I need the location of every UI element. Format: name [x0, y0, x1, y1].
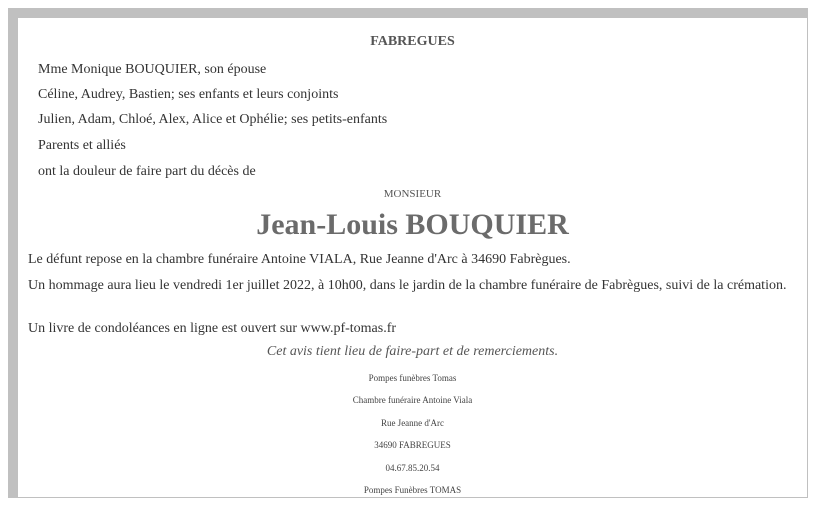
paragraph-condolences: Un livre de condoléances en ligne est ouvert sur www.pf-tomas.fr	[28, 321, 397, 336]
family-line-announcement: ont la douleur de faire part du décès de	[38, 164, 256, 179]
footer-company: Pompes funèbres Tomas	[368, 373, 457, 383]
deceased-name: Jean-Louis BOUQUIER	[256, 208, 569, 241]
family-line-grandchildren: Julien, Adam, Chloé, Alex, Alice et Ophélie; ses petits-enfants	[38, 112, 388, 127]
footer-signature: Pompes Funèbres TOMAS	[363, 485, 462, 495]
family-line-relatives: Parents et alliés	[38, 138, 126, 153]
paragraph-rest-place: Le défunt repose en la chambre funéraire Antoine VIALA, Rue Jeanne d'Arc à 34690 Fabrègues.	[28, 252, 571, 267]
town-heading: FABREGUES	[370, 34, 455, 49]
footer-funeral-home: Chambre funéraire Antoine Viala	[352, 395, 473, 405]
closing-note: Cet avis tient lieu de faire-part et de remerciements.	[266, 344, 559, 359]
family-line-children: Céline, Audrey, Bastien; ses enfants et leurs conjoints	[38, 87, 339, 102]
family-line-spouse: Mme Monique BOUQUIER, son épouse	[38, 62, 267, 77]
footer-city: 34690 FABREGUES	[374, 440, 451, 450]
notice-frame	[8, 8, 808, 498]
obituary-card	[18, 18, 807, 497]
footer-street: Rue Jeanne d'Arc	[380, 418, 445, 428]
honorific: MONSIEUR	[383, 188, 442, 200]
paragraph-ceremony: Un hommage aura lieu le vendredi 1er juillet 2022, à 10h00, dans le jardin de la chambre funéraire de Fabrègues, suivi de la crémation.	[28, 278, 787, 293]
footer-phone: 04.67.85.20.54	[385, 463, 440, 473]
